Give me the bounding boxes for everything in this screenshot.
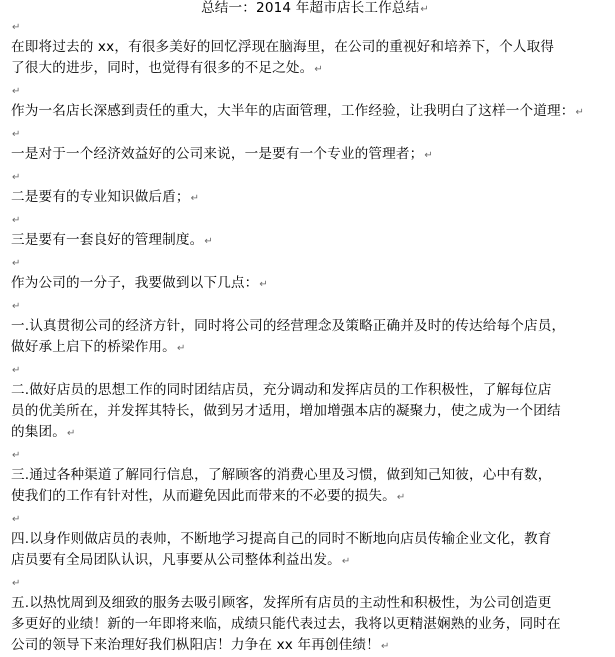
paragraph — [11, 144, 611, 166]
paragraph — [11, 273, 611, 295]
text-line — [11, 465, 611, 486]
paragraph — [11, 37, 611, 80]
text-line — [11, 529, 611, 550]
text-line — [11, 37, 611, 58]
text-line-content: 使我们的工作有针对性，从而避免因此而带来的不必要的损失。 — [11, 488, 396, 504]
empty-line — [11, 80, 611, 101]
text-line — [11, 144, 611, 166]
paragraph — [11, 230, 611, 252]
paragraph-mark-icon: ↵ — [204, 236, 213, 247]
paragraph-mark-icon: ↵ — [12, 129, 21, 140]
text-line-content: 在即将过去的 xx，有很多美好的回忆浮现在脑海里，在公司的重视好和培养下，个人取得 — [11, 39, 555, 55]
text-line-content: 四.以身作则做店员的表帅，不断地学习提高自己的同时不断地向店员传输企业文化，教育 — [11, 531, 552, 547]
paragraph-mark-icon: ↵ — [314, 64, 323, 75]
paragraph — [11, 380, 611, 444]
text-line — [11, 101, 611, 123]
empty-line — [11, 166, 611, 187]
text-line-content: 作为一名店长深感到责任的重大，大半年的店面管理，工作经验，让我明白了这样一个道理： — [11, 103, 575, 119]
paragraph-list — [11, 37, 611, 657]
title-text: 总结一：2014 年超市店长工作总结 — [201, 0, 420, 16]
text-line — [11, 401, 611, 422]
text-line-content: 的集团。 — [11, 424, 66, 440]
paragraph-mark-icon: ↵ — [424, 150, 433, 161]
paragraph-mark-icon: ↵ — [259, 279, 268, 290]
text-line — [11, 380, 611, 401]
text-line — [11, 593, 611, 614]
text-line-content: 多更好的业绩！新的一年即将来临，成绩只能代表过去，我将以更精湛娴熟的业务，同时在 — [11, 616, 561, 632]
paragraph — [11, 187, 611, 209]
text-line-content: 三是要有一套良好的管理制度。 — [11, 232, 204, 248]
paragraph-mark-icon: ↵ — [380, 641, 390, 652]
text-line — [11, 187, 611, 209]
text-line-content: 了很大的进步，同时，也觉得有很多的不足之处。 — [11, 60, 314, 76]
empty-line — [11, 209, 611, 230]
paragraph — [11, 316, 611, 359]
document-title — [11, 0, 611, 16]
text-line — [11, 230, 611, 252]
paragraph-mark-icon: ↵ — [575, 107, 585, 118]
paragraph-mark-icon: ↵ — [12, 22, 21, 33]
text-line — [11, 635, 611, 657]
empty-line — [11, 16, 611, 37]
paragraph-mark-icon: ↵ — [12, 450, 21, 461]
text-line — [11, 550, 611, 572]
text-line-content: 作为公司的一分子，我要做到以下几点： — [11, 275, 259, 291]
text-line — [11, 58, 611, 80]
paragraph-mark-icon: ↵ — [420, 4, 429, 15]
paragraph-mark-icon: ↵ — [12, 365, 21, 376]
text-line — [11, 316, 611, 337]
paragraph-mark-icon: ↵ — [12, 172, 21, 183]
empty-line — [11, 252, 611, 273]
paragraph-mark-icon: ↵ — [12, 215, 21, 226]
paragraph-mark-icon: ↵ — [12, 258, 21, 269]
paragraph-mark-icon: ↵ — [66, 428, 76, 439]
empty-line — [11, 295, 611, 316]
text-line-content: 一.认真贯彻公司的经济方针，同时将公司的经营理念及策略正确并及时的传达给每个店员， — [11, 318, 566, 334]
empty-line — [11, 572, 611, 593]
paragraph-mark-icon: ↵ — [396, 492, 406, 503]
empty-line — [11, 359, 611, 380]
text-line-content: 店员要有全局团队认识，凡事要从公司整体利益出发。 — [11, 552, 341, 568]
text-line — [11, 614, 611, 635]
text-line — [11, 486, 611, 508]
text-line — [11, 422, 611, 444]
paragraph-mark-icon: ↵ — [12, 578, 21, 589]
text-line — [11, 337, 611, 359]
text-line-content: 五.以热忱周到及细致的服务去吸引顾客，发挥所有店员的主动性和积极性，为公司创造更 — [11, 595, 552, 611]
empty-line — [11, 123, 611, 144]
text-line-content: 三.通过各种渠道了解同行信息，了解顾客的消费心里及习惯，做到知己知彼，心中有数， — [11, 467, 552, 483]
empty-line — [11, 508, 611, 529]
paragraph-mark-icon: ↵ — [176, 343, 186, 354]
paragraph-mark-icon: ↵ — [12, 514, 21, 525]
paragraph-mark-icon: ↵ — [190, 193, 200, 204]
text-line — [11, 273, 611, 295]
empty-line — [11, 444, 611, 465]
text-line-content: 公司的领导下来治理好我们枞阳店！力争在 xx 年再创佳绩！ — [11, 637, 380, 653]
text-line-content: 员的优美所在，并发挥其特长，做到另才适用，增加增强本店的凝聚力，使之成为一个团结 — [11, 403, 561, 419]
paragraph — [11, 529, 611, 572]
text-line-content: 二.做好店员的思想工作的同时团结店员，充分调动和发挥店员的工作积极性，了解每位店 — [11, 382, 552, 398]
paragraph — [11, 593, 611, 657]
paragraph — [11, 465, 611, 508]
text-line-content: 二是要有的专业知识做后盾； — [11, 189, 190, 205]
paragraph-mark-icon: ↵ — [12, 301, 21, 312]
paragraph-mark-icon: ↵ — [12, 86, 21, 97]
text-line-content: 做好承上启下的桥梁作用。 — [11, 339, 176, 355]
text-line-content: 一是对于一个经济效益好的公司来说，一是要有一个专业的管理者； — [11, 146, 424, 162]
document-body — [11, 0, 611, 657]
paragraph-mark-icon: ↵ — [341, 556, 351, 567]
paragraph — [11, 101, 611, 123]
